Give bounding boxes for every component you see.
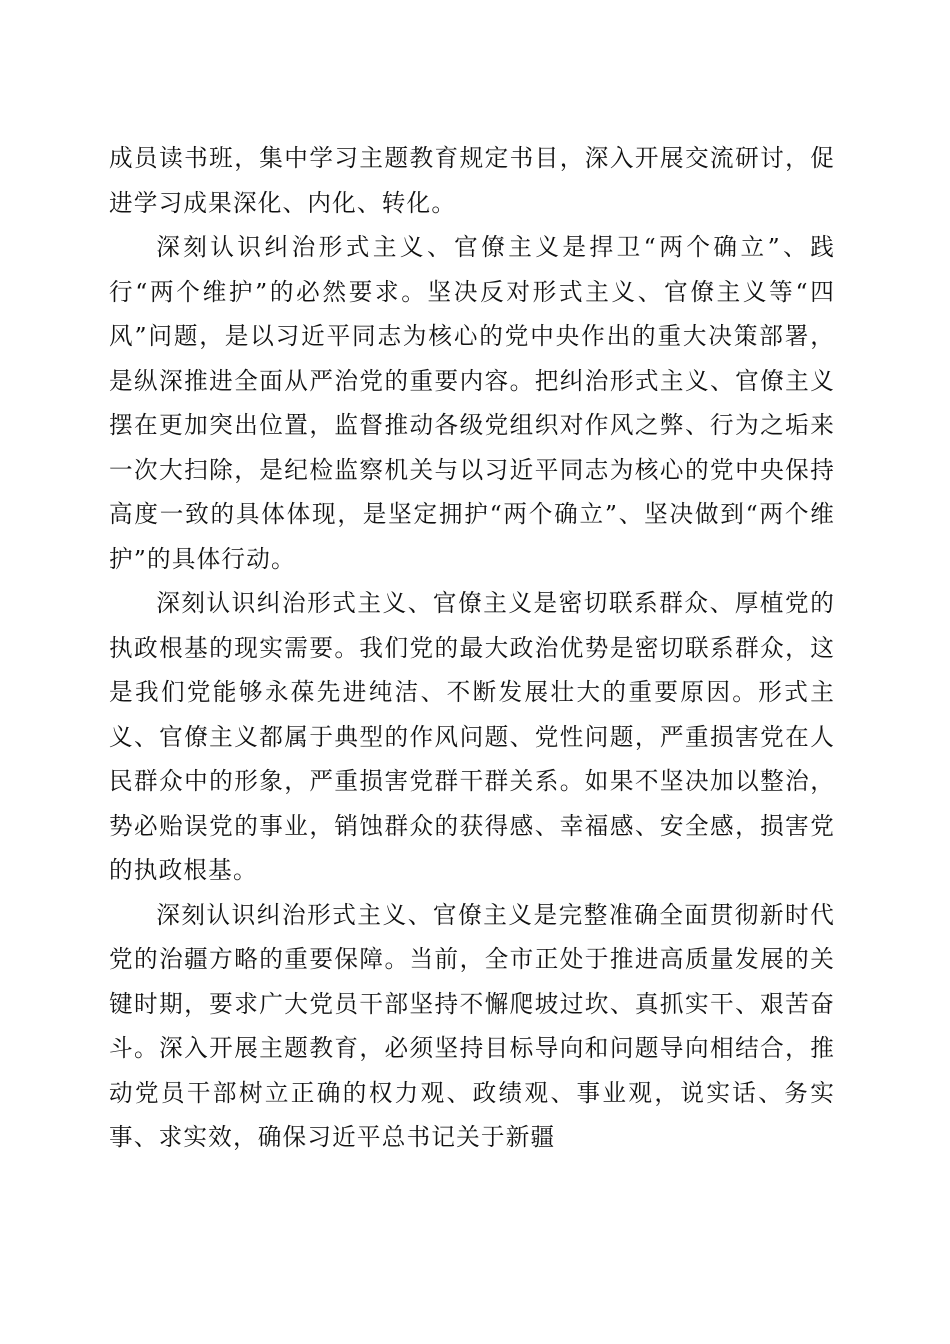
paragraph-mass-connection: 深刻认识纠治形式主义、官僚主义是密切联系群众、厚植党的执政根基的现实需要。我们党的最大政治优势是密切联系群众，这是我们党能够永葆先进纯洁、不断发展壮大的重要原因。形式主义、官僚主义都属于典型的作风问题、党性问题，严重损害党在人民群众中的形象，严重损害党群干群关系。如果不坚决加以整治，势必贻误党的事业，销蚀群众的获得感、幸福感、安全感，损害党的执政根基。: [109, 589, 835, 884]
paragraph-political-requirement: 深刻认识纠治形式主义、官僚主义是捍卫“两个确立”、践行“两个维护”的必然要求。坚决反对形式主义、官僚主义等“四风”问题，是以习近平同志为核心的党中央作出的重大决策部署，是纵深推进全面从严治党的重要内容。把纠治形式主义、官僚主义摆在更加突出位置，监督推动各级党组织对作风之弊、行为之垢来一次大扫除，是纪检监察机关与以习近平同志为核心的党中央保持高度一致的具体体现，是坚定拥护“两个确立”、坚决做到“两个维护”的具体行动。: [109, 233, 835, 573]
paragraph-governance-guarantee: 深刻认识纠治形式主义、官僚主义是完整准确全面贯彻新时代党的治疆方略的重要保障。当前，全市正处于推进高质量发展的关键时期，要求广大党员干部坚持不懈爬坡过坎、真抓实干、艰苦奋斗。深入开展主题教育，必须坚持目标导向和问题导向相结合，推动党员干部树立正确的权力观、政绩观、事业观，说实话、务实事、求实效，确保习近平总书记关于新疆: [109, 900, 835, 1151]
document-body: [109, 136, 835, 1160]
paragraph-continuation: 成员读书班，集中学习主题教育规定书目，深入开展交流研讨，促进学习成果深化、内化、转化。: [109, 144, 835, 217]
